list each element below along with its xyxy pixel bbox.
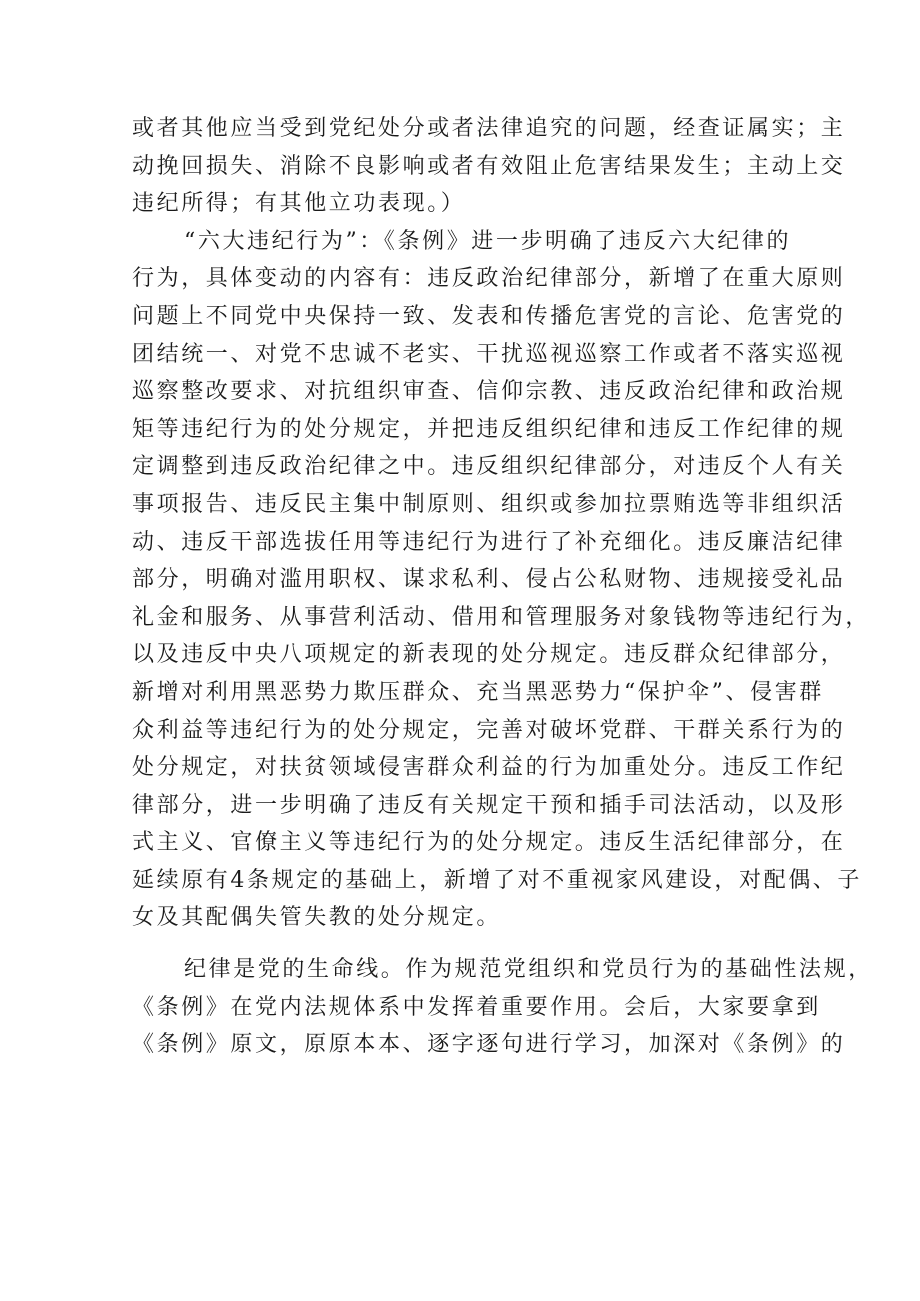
text-line: 《条例》在党内法规体系中发挥着重要作用。会后，大家要拿到 [132,994,821,1020]
paragraph-continuation [132,110,846,223]
text-line: 矩等违纪行为的处分规定，并把违反组织纪律和违反工作纪律的规 [132,416,846,442]
text-line: 动挽回损失、消除不良影响或者有效阻止危害结果发生；主动上交 [132,153,846,179]
text-line: 礼金和服务、从事营利活动、借用和管理服务对象钱物等违纪行为， [132,604,871,630]
text-line: 律部分，进一步明确了违反有关规定干预和插手司法活动，以及形 [132,792,846,818]
text-line: 违纪所得；有其他立功表现。） [132,191,466,217]
text-line: 巡察整改要求、对抗组织审查、信仰宗教、违反政治纪律和政治规 [132,379,846,405]
document-body [132,110,873,1064]
text-line: 问题上不同党中央保持一致、发表和传播危害党的言论、危害党的 [132,303,846,329]
text-line: 纪律是党的生命线。作为规范党组织和党员行为的基础性法规， [184,957,873,983]
text-line: 部分，明确对滥用职权、谋求私利、侵占公私财物、违规接受礼品 [132,567,846,593]
text-line: 众利益等违纪行为的处分规定，完善对破坏党群、干群关系行为的 [132,717,846,743]
text-line: 处分规定，对扶贫领域侵害群众利益的行为加重处分。违反工作纪 [132,755,846,781]
text-line: 新增对利用黑恶势力欺压群众、充当黑恶势力“保护伞”、侵害群 [132,679,824,705]
text-line: 或者其他应当受到党纪处分或者法律追究的问题，经查证属实；主 [132,116,846,141]
text-line: “六大违纪行为”：《条例》进一步明确了违反六大纪律的 [184,228,792,254]
text-line: 团结统一、对党不忠诚不老实、干扰巡视巡察工作或者不落实巡视 [132,341,846,367]
paragraph-six-violations [132,223,871,937]
text-line: 动、违反干部选拔任用等违纪行为进行了补充细化。违反廉洁纪律 [132,529,846,555]
text-line: 女及其配偶失管失教的处分规定。 [132,905,502,931]
text-line: 事项报告、违反民主集中制原则、组织或参加拉票贿选等非组织活 [132,491,846,517]
text-line: 以及违反中央八项规定的新表现的处分规定。违反群众纪律部分， [132,642,846,668]
text-line: 行为，具体变动的内容有：违反政治纪律部分，新增了在重大原则 [132,266,846,292]
paragraph-discipline-lifeline [132,951,873,1064]
text-line: 延续原有4条规定的基础上，新增了对不重视家风建设，对配偶、子 [132,867,862,893]
paragraph-spacer [132,937,794,951]
text-line: 《条例》原文，原原本本、逐字逐句进行学习，加深对《条例》的 [132,1032,846,1058]
text-line: 定调整到违反政治纪律之中。违反组织纪律部分，对违反个人有关 [132,454,846,480]
text-line: 式主义、官僚主义等违纪行为的处分规定。违反生活纪律部分，在 [132,830,846,856]
